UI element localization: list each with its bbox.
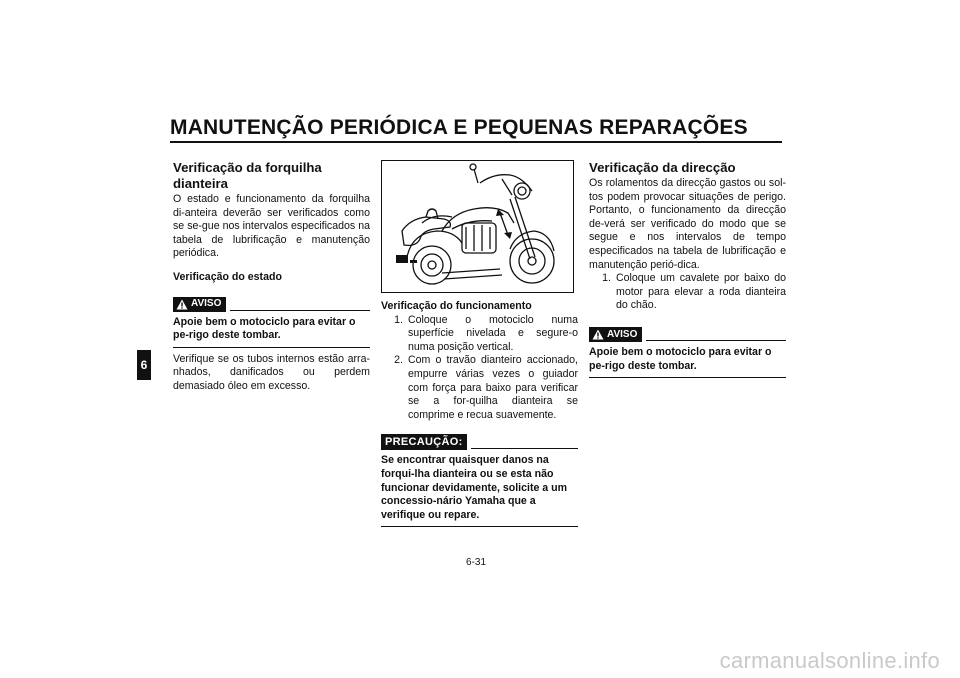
watermark: carmanualsonline.info [719, 648, 940, 673]
page-header [170, 116, 782, 143]
page-title: MANUTENÇÃO PERIÓDICA E PEQUENAS REPARAÇÕES [170, 116, 748, 139]
caution-text: Se encontrar quaisquer danos na forqui-lha dianteira ou se esta não funcionar devidamente, solicite a um concessio-nário Yamaha que a verifique ou repare. [381, 450, 578, 527]
warning-label-box [173, 297, 226, 312]
fork-intro-paragraph: O estado e funcionamento da forquilha di-anteira deverão ser verificados como se se-gue nos intervalos especificados na tabela de lubrificação e manutenção periódica. [173, 193, 370, 260]
list-item [589, 272, 786, 313]
list-item [381, 354, 578, 422]
page-number: 6-31 [466, 557, 487, 568]
operation-steps-list [381, 314, 578, 423]
header-rule [170, 141, 782, 143]
right-column [589, 160, 786, 378]
warning-rule [230, 310, 370, 311]
step-text: Com o travão dianteiro accionado, empurre várias vezes o guiador com força para baixo para verificar se a for-quilha dianteira se comprime e recua suavemente. [408, 354, 578, 421]
warning-triangle-icon [176, 299, 188, 310]
steering-intro-paragraph: Os rolamentos da direcção gastos ou sol-tos podem provocar situações de perigo. Portanto, o funcionamento da direcção de-verá ser verificado do modo que se segue e nos intervalos de tempo especificados na tabela de lubrificação e manutenção perió-dica. [589, 177, 786, 271]
warning-header [589, 327, 786, 342]
motorcycle-illustration [381, 160, 574, 293]
warning-label-box [589, 327, 642, 342]
step-number: 1. [394, 313, 403, 326]
section-heading-steering: Verificação da direcção [589, 160, 736, 175]
condition-check-subheading: Verificação do estado [173, 270, 282, 283]
warning-header [173, 297, 370, 312]
section-tab: 6 [137, 350, 151, 380]
section-heading-fork: Verificação da forquilha dianteira [173, 160, 322, 191]
warning-rule [646, 340, 786, 341]
step-text: Coloque um cavalete por baixo do motor para elevar a roda dianteira do chão. [616, 272, 786, 312]
step-number: 2. [394, 354, 403, 367]
left-column [173, 160, 370, 394]
warning-text: Apoie bem o motociclo para evitar o pe-rigo deste tombar. [589, 342, 786, 378]
step-number: 1. [602, 272, 611, 285]
warning-label: AVISO [607, 328, 638, 340]
caution-label: PRECAUÇÃO: [381, 434, 467, 450]
operation-check-subheading: Verificação do funcionamento [381, 300, 532, 312]
list-item [381, 314, 578, 355]
middle-column [381, 300, 578, 527]
warning-triangle-icon [592, 329, 604, 340]
warning-label: AVISO [191, 298, 222, 310]
steering-steps-list [589, 272, 786, 313]
caution-header [381, 434, 578, 450]
motorcycle-drawing-icon [382, 161, 573, 292]
inspection-paragraph: Verifique se os tubos internos estão arra-nhados, danificados ou perdem demasiado óleo em excesso. [173, 352, 370, 392]
warning-text: Apoie bem o motociclo para evitar o pe-rigo deste tombar. [173, 312, 370, 348]
caution-rule [471, 448, 578, 449]
step-text: Coloque o motociclo numa superfície nivelada e segure-o numa posição vertical. [408, 313, 578, 353]
